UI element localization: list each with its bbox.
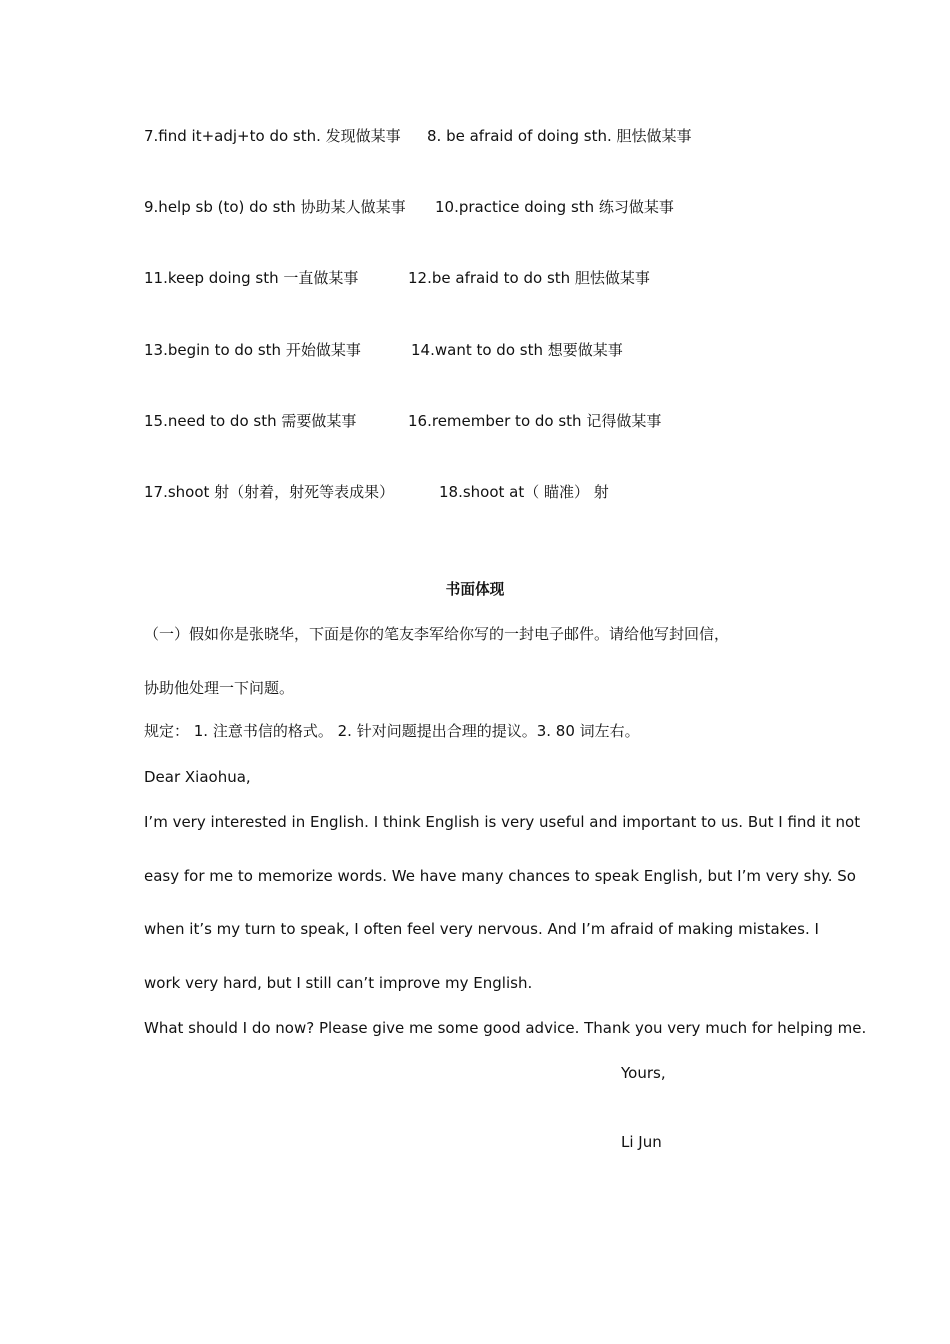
phrase-14: 14.want to do sth 想要做某事	[411, 341, 623, 359]
phrase-10: 10.practice doing sth 练习做某事	[435, 198, 674, 216]
phrase-8: 8. be afraid of doing sth. 胆怯做某事	[427, 127, 692, 145]
letter-para1-line-2: easy for me to memorize words. We have many chances to speak English, but I’m very shy. So	[144, 867, 856, 885]
letter-para2: What should I do now? Please give me some good advice. Thank you very much for helping me.	[144, 1019, 867, 1037]
section-title: 书面体现	[445, 581, 505, 598]
prompt-line-2: 协助他处理一下问题。	[144, 679, 295, 697]
letter-greeting: Dear Xiaohua,	[144, 768, 251, 786]
letter-closing: Yours,	[621, 1064, 666, 1082]
phrase-11: 11.keep doing sth 一直做某事	[144, 269, 359, 287]
letter-para1-line-3: when it’s my turn to speak, I often feel very nervous. And I’m afraid of making mistakes. I	[144, 920, 819, 938]
phrase-9: 9.help sb (to) do sth 协助某人做某事	[144, 198, 406, 216]
phrase-12: 12.be afraid to do sth 胆怯做某事	[408, 269, 650, 287]
phrase-18: 18.shoot at（ 瞄准） 射	[439, 483, 609, 501]
letter-signature: Li Jun	[621, 1133, 662, 1151]
prompt-line-1: （一）假如你是张晓华，下面是你的笔友李军给你写的一封电子邮件。请给他写封回信，	[144, 625, 730, 643]
letter-para1-line-1: I’m very interested in English. I think English is very useful and important to us. But I find it not	[144, 813, 861, 831]
prompt-rules: 规定： 1. 注意书信的格式。 2. 针对问题提出合理的提议。3. 80 词左右。	[144, 722, 640, 740]
phrase-7: 7.find it+adj+to do sth. 发现做某事	[144, 127, 401, 145]
phrase-16: 16.remember to do sth 记得做某事	[408, 412, 662, 430]
phrase-17: 17.shoot 射（射着，射死等表成果）	[144, 483, 395, 501]
phrase-15: 15.need to do sth 需要做某事	[144, 412, 357, 430]
letter-para1-line-4: work very hard, but I still can’t improve my English.	[144, 974, 533, 992]
phrase-13: 13.begin to do sth 开始做某事	[144, 341, 361, 359]
